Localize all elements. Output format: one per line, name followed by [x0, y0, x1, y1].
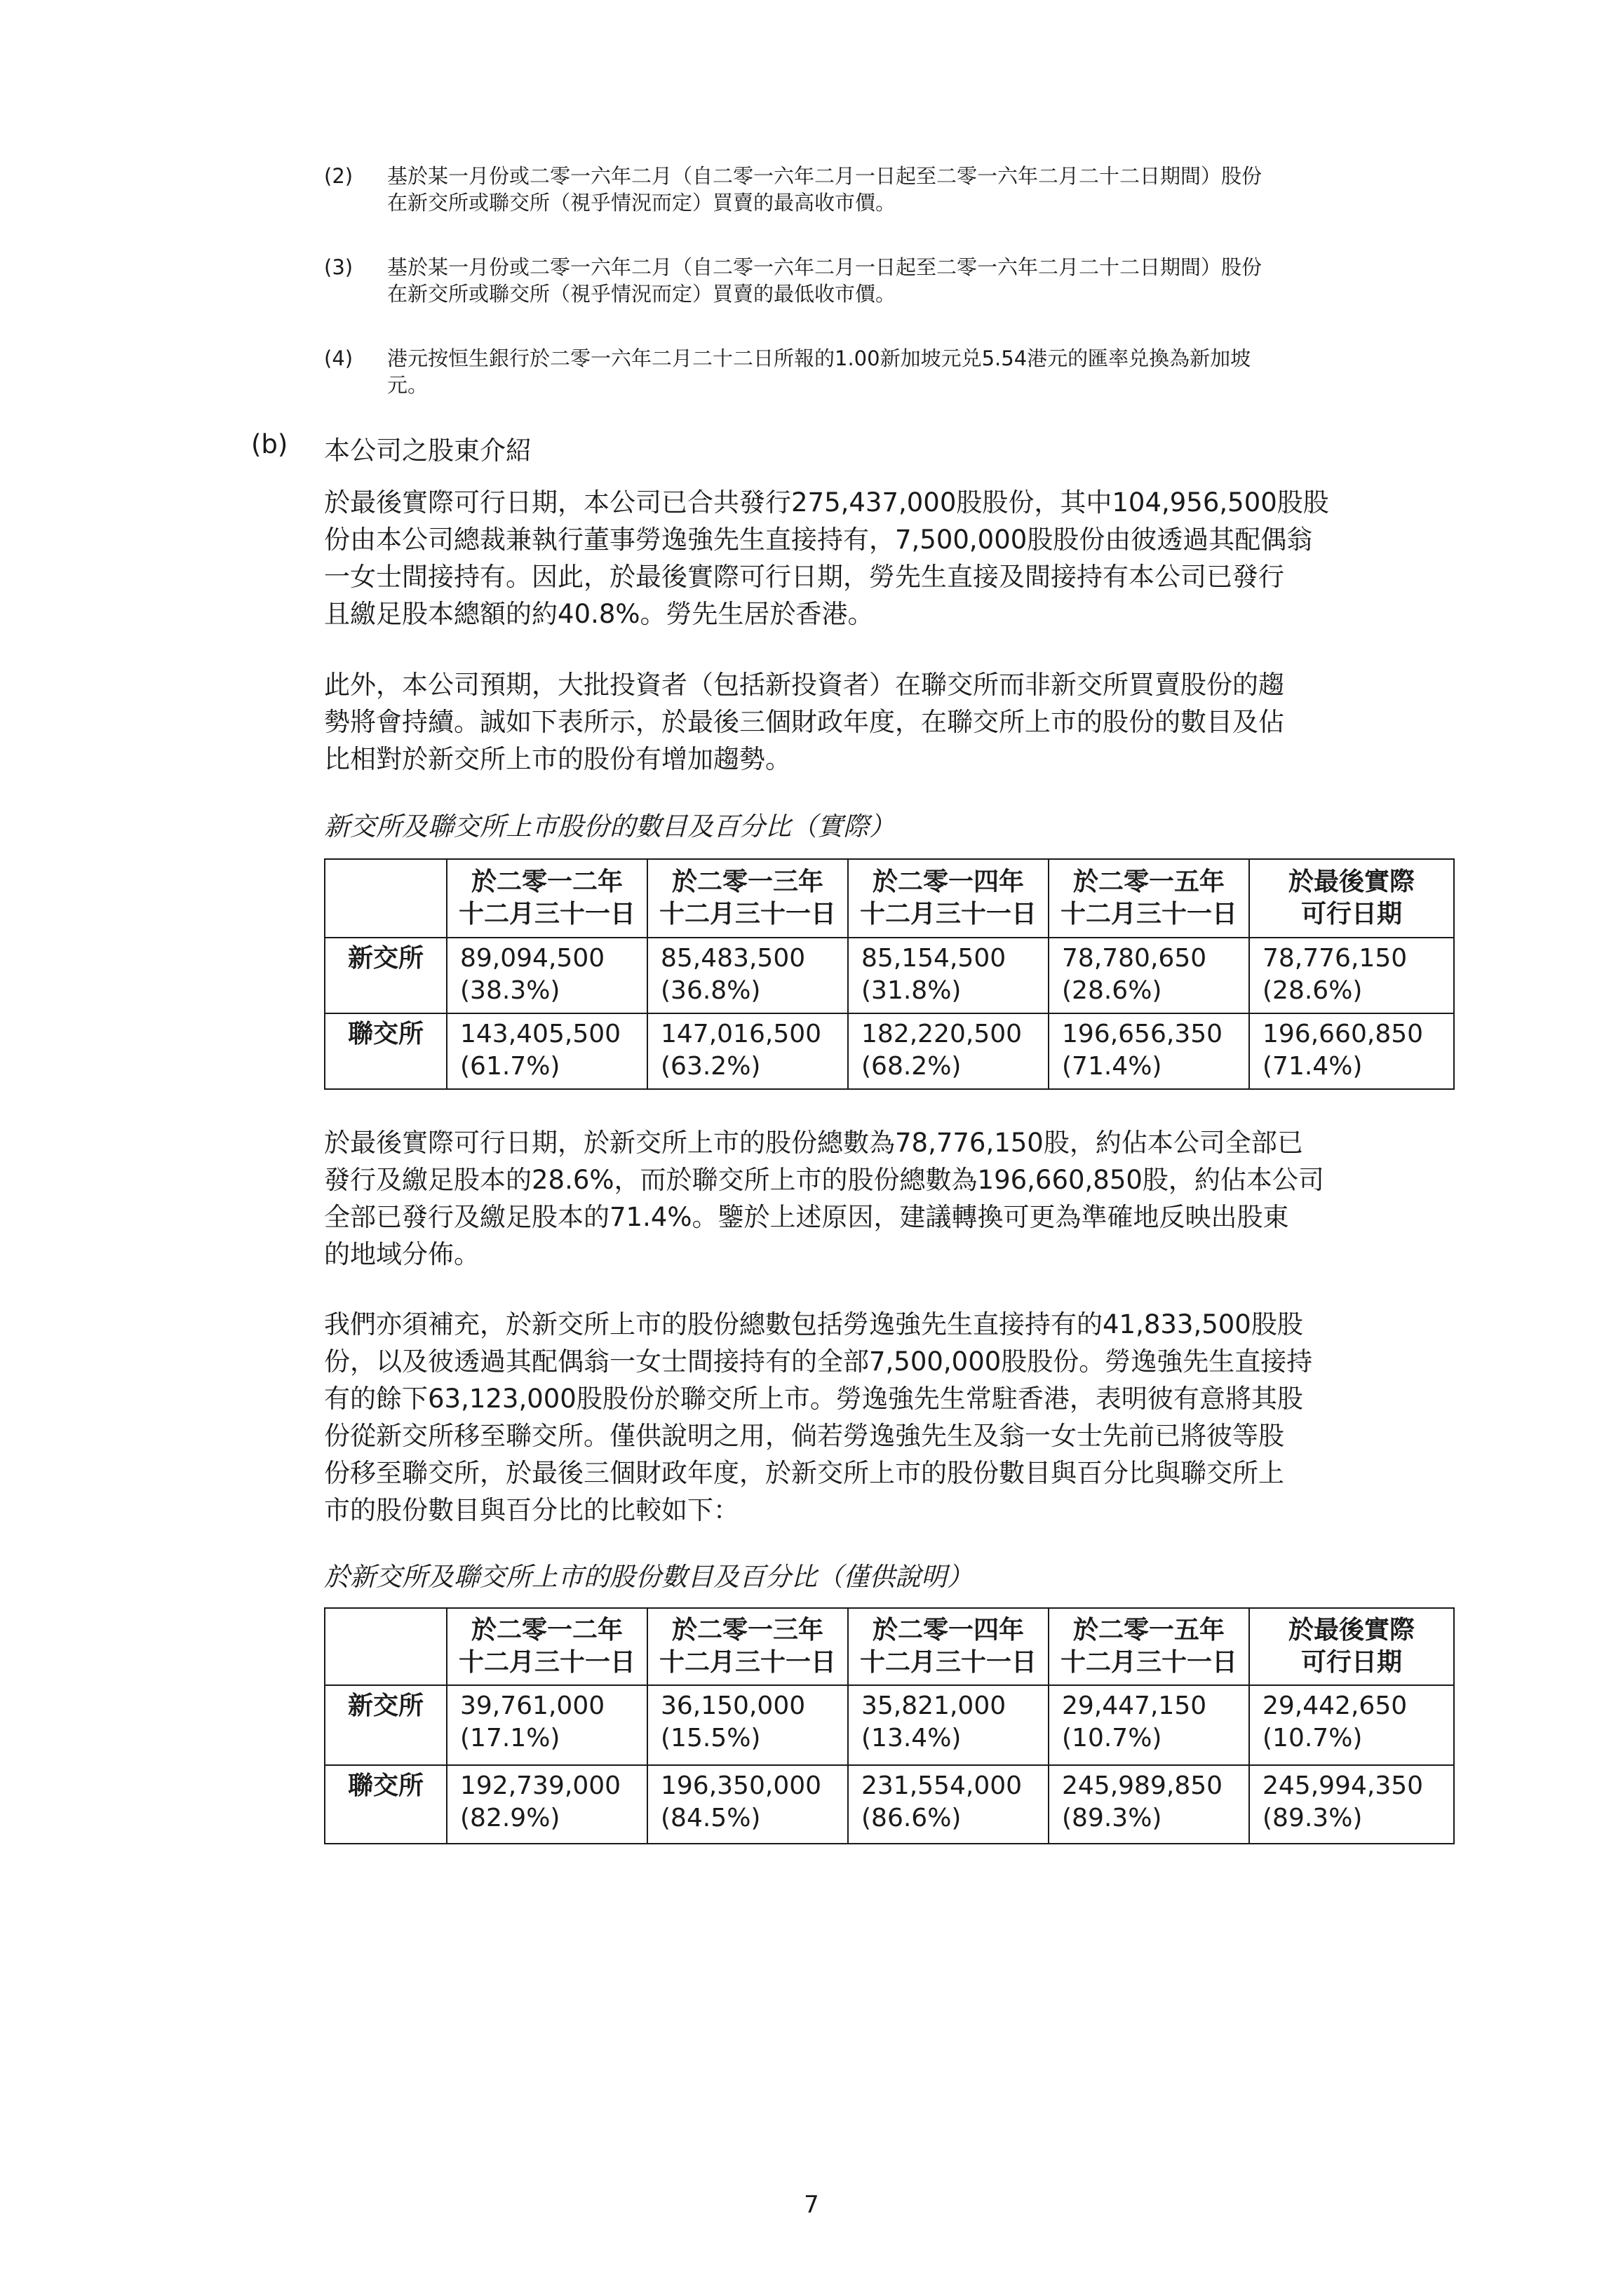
table-cell: 143,405,500 (61.7%) — [447, 1013, 647, 1089]
footnote-line: 在新交所或聯交所（視乎情況而定）買賣的最低收市價。 — [387, 282, 896, 306]
footnote-number: (4) — [324, 346, 353, 370]
table-cell: 196,656,350 (71.4%) — [1049, 1013, 1249, 1089]
row-header: 新交所 — [325, 938, 447, 1013]
paragraph-line: 於最後實際可行日期，於新交所上市的股份總數為78,776,150股，約佔本公司全部已 — [324, 1128, 1303, 1158]
footnote-line: 港元按恒生銀行於二零一六年二月二十二日所報的1.00新加坡元兑5.54港元的匯率兑換為新加坡 — [387, 346, 1251, 370]
table-cell: 85,154,500 (31.8%) — [848, 938, 1049, 1013]
paragraph-illustration — [324, 1306, 1453, 1529]
table-cell: 245,989,850 (89.3%) — [1049, 1765, 1249, 1844]
table-cell: 85,483,500 (36.8%) — [647, 938, 848, 1013]
table-cell: 39,761,000 (17.1%) — [447, 1685, 647, 1765]
table-row — [325, 938, 1454, 1013]
table-cell: 36,150,000 (15.5%) — [647, 1685, 848, 1765]
paragraph-line: 一女士間接持有。因此，於最後實際可行日期，勞先生直接及間接持有本公司已發行 — [324, 562, 1284, 592]
table-header-blank — [325, 1608, 447, 1685]
paragraph-line: 市的股份數目與百分比的比較如下： — [324, 1495, 739, 1525]
paragraph-line: 比相對於新交所上市的股份有增加趨勢。 — [324, 744, 791, 774]
paragraph-line: 此外，本公司預期，大批投資者（包括新投資者）在聯交所而非新交所買賣股份的趨 — [324, 670, 1284, 700]
section-title: 本公司之股東介紹 — [324, 435, 532, 466]
table-cell: 182,220,500 (68.2%) — [848, 1013, 1049, 1089]
paragraph-line: 份移至聯交所，於最後三個財政年度，於新交所上市的股份數目與百分比與聯交所上 — [324, 1458, 1284, 1488]
paragraph-trend — [324, 666, 1453, 778]
column-header: 於最後實際 可行日期 — [1249, 1608, 1454, 1685]
paragraph-line: 發行及繳足股本的28.6%，而於聯交所上市的股份總數為196,660,850股，約佔本公司 — [324, 1165, 1324, 1195]
table-row — [325, 1765, 1454, 1844]
column-header: 於二零一五年 十二月三十一日 — [1049, 1608, 1249, 1685]
footnote-line: 元。 — [387, 373, 429, 397]
row-header: 聯交所 — [325, 1013, 447, 1089]
paragraph-line: 的地域分佈。 — [324, 1239, 480, 1269]
row-header: 新交所 — [325, 1685, 447, 1765]
column-header: 於二零一二年 十二月三十一日 — [447, 859, 647, 938]
footnote-line: 基於某一月份或二零一六年二月（自二零一六年二月一日起至二零一六年二月二十二日期間）股份 — [387, 164, 1262, 188]
table-cell: 29,447,150 (10.7%) — [1049, 1685, 1249, 1765]
table-caption-actual: 新交所及聯交所上市股份的數目及百分比（實際） — [324, 811, 895, 842]
paragraph-line: 份，以及彼透過其配偶翁一女士間接持有的全部7,500,000股股份。勞逸強先生直接持 — [324, 1346, 1313, 1377]
row-header: 聯交所 — [325, 1765, 447, 1844]
column-header: 於二零一二年 十二月三十一日 — [447, 1608, 647, 1685]
paragraph-line: 有的餘下63,123,000股股份於聯交所上市。勞逸強先生常駐香港，表明彼有意將其股 — [324, 1384, 1303, 1414]
column-header: 於二零一四年 十二月三十一日 — [848, 859, 1049, 938]
shares-table-illustrative — [324, 1607, 1455, 1844]
paragraph-line: 份從新交所移至聯交所。僅供說明之用，倘若勞逸強先生及翁一女士先前已將彼等股 — [324, 1421, 1284, 1451]
paragraph-line: 勢將會持續。誠如下表所示，於最後三個財政年度，在聯交所上市的股份的數目及佔 — [324, 707, 1284, 737]
shares-table-actual — [324, 858, 1455, 1090]
column-header: 於二零一三年 十二月三十一日 — [647, 859, 848, 938]
section-label: (b) — [251, 429, 288, 459]
table-cell: 245,994,350 (89.3%) — [1249, 1765, 1454, 1844]
table-cell: 29,442,650 (10.7%) — [1249, 1685, 1454, 1765]
paragraph-line: 於最後實際可行日期，本公司已合共發行275,437,000股股份，其中104,956,500股股 — [324, 487, 1329, 518]
page-number: 7 — [804, 2191, 819, 2219]
paragraph-shareholder-intro — [324, 484, 1453, 633]
paragraph-listing-totals — [324, 1124, 1453, 1273]
table-cell: 231,554,000 (86.6%) — [848, 1765, 1049, 1844]
column-header: 於二零一三年 十二月三十一日 — [647, 1608, 848, 1685]
column-header: 於二零一四年 十二月三十一日 — [848, 1608, 1049, 1685]
table-header-row — [325, 1608, 1454, 1685]
footnote-number: (3) — [324, 255, 353, 279]
table-row — [325, 1013, 1454, 1089]
table-cell: 196,660,850 (71.4%) — [1249, 1013, 1454, 1089]
footnote-line: 基於某一月份或二零一六年二月（自二零一六年二月一日起至二零一六年二月二十二日期間）股份 — [387, 255, 1262, 279]
paragraph-line: 全部已發行及繳足股本的71.4%。鑒於上述原因，建議轉換可更為準確地反映出股東 — [324, 1202, 1289, 1232]
table-cell: 147,016,500 (63.2%) — [647, 1013, 848, 1089]
table-header-blank — [325, 859, 447, 938]
footnote-number: (2) — [324, 164, 353, 188]
column-header: 於二零一五年 十二月三十一日 — [1049, 859, 1249, 938]
table-row — [325, 1685, 1454, 1765]
paragraph-line: 且繳足股本總額的約40.8%。勞先生居於香港。 — [324, 599, 874, 629]
table-cell: 192,739,000 (82.9%) — [447, 1765, 647, 1844]
table-cell: 196,350,000 (84.5%) — [647, 1765, 848, 1844]
table-cell: 89,094,500 (38.3%) — [447, 938, 647, 1013]
table-cell: 78,776,150 (28.6%) — [1249, 938, 1454, 1013]
table-header-row — [325, 859, 1454, 938]
table-cell: 78,780,650 (28.6%) — [1049, 938, 1249, 1013]
footnote-line: 在新交所或聯交所（視乎情況而定）買賣的最高收市價。 — [387, 191, 896, 215]
paragraph-line: 我們亦須補充，於新交所上市的股份總數包括勞逸強先生直接持有的41,833,500股股 — [324, 1309, 1303, 1339]
table-caption-illustrative: 於新交所及聯交所上市的股份數目及百分比（僅供說明） — [324, 1562, 973, 1592]
column-header: 於最後實際 可行日期 — [1249, 859, 1454, 938]
paragraph-line: 份由本公司總裁兼執行董事勞逸強先生直接持有，7,500,000股股份由彼透過其配偶翁 — [324, 525, 1313, 555]
table-cell: 35,821,000 (13.4%) — [848, 1685, 1049, 1765]
